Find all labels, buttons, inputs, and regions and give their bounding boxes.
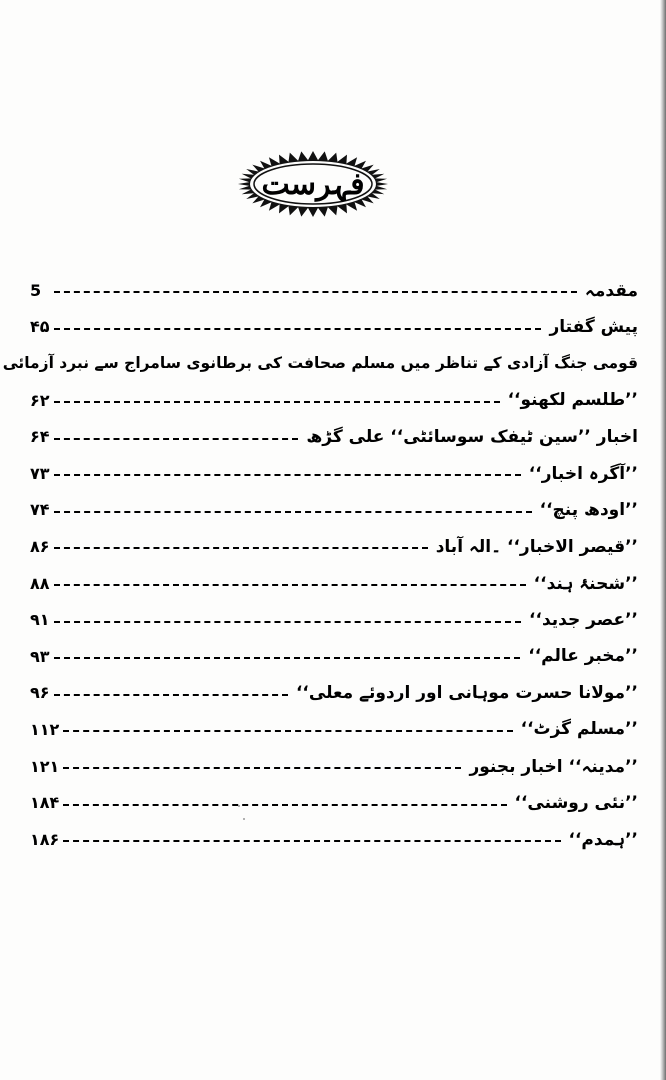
toc-entry (2, 345, 638, 382)
page-title: فہرست (261, 166, 365, 202)
toc-dot-leader (54, 694, 288, 696)
toc-entry-page-number: ۴۵ (30, 317, 50, 337)
toc-entry-page-number: ۷۳ (30, 463, 50, 483)
toc-dot-leader (54, 547, 428, 549)
toc-entry-title: اخبار ’’سین ٹیفک سوسائٹی‘‘ علی گڑھ (306, 426, 638, 447)
toc-entry-page-number: ۹۶ (30, 683, 50, 703)
toc-entry-page-number: 5 (30, 280, 42, 300)
toc-entry-page-number: ۱۸۴ (30, 793, 60, 813)
toc-dot-leader (54, 511, 532, 513)
toc-entry-title: پیش گفتار (549, 316, 638, 337)
toc-entry-title: ’’مدینہ‘‘ اخبار بجنور (469, 756, 638, 777)
toc-entry (30, 272, 638, 309)
toc-entry (30, 492, 638, 529)
toc-dot-leader (54, 438, 298, 440)
page-edge-shadow (660, 0, 666, 1080)
toc-entry-title: ’’شحنۂ ہند‘‘ (533, 573, 638, 594)
toc-entry-page-number: ۱۲۱ (30, 756, 60, 776)
toc-entry-title: ’’مسلم گزٹ‘‘ (520, 719, 638, 740)
toc-entry (30, 565, 638, 602)
toc-dot-leader (54, 584, 526, 586)
toc-entry-page-number: ۱۸۶ (30, 829, 60, 849)
toc-entry (30, 711, 638, 748)
toc-dot-leader (63, 804, 506, 806)
toc-entry (30, 382, 638, 419)
toc-dot-leader (63, 730, 512, 732)
paper-speck (243, 818, 245, 820)
toc-entry-title: قومی جنگ آزادی کے تناظر میں مسلم صحافت کی برطانوی سامراج سے نبرد آزمائی (2, 354, 638, 373)
toc-entry-page-number: ۶۴ (30, 427, 50, 447)
toc-entry (30, 638, 638, 675)
toc-entry (30, 528, 638, 565)
toc-entry (30, 601, 638, 638)
toc-entry (30, 675, 638, 712)
toc-dot-leader (63, 840, 560, 842)
toc-dot-leader (63, 767, 461, 769)
toc-entry (30, 455, 638, 492)
toc-dot-leader (54, 621, 521, 623)
toc-dot-leader (54, 474, 521, 476)
toc-entry-title: ’’عصر جدید‘‘ (529, 609, 638, 630)
toc-entry (30, 418, 638, 455)
toc-dot-leader (54, 401, 500, 403)
toc-entry-page-number: ۸۶ (30, 536, 50, 556)
toc-entry-title: ’’آگرہ اخبار‘‘ (528, 463, 638, 484)
toc-dot-leader (54, 328, 541, 330)
toc-entry-title: ’’قیصر الاخبار‘‘ ۔الہ آباد (435, 536, 638, 557)
toc-entry (30, 784, 638, 821)
heading-ornament (228, 150, 398, 218)
toc-entry-title: ’’نئی روشنی‘‘ (514, 792, 638, 813)
toc-entry (30, 748, 638, 785)
toc-entry-page-number: ۶۲ (30, 390, 50, 410)
toc-entry-title: ’’ہمدم‘‘ (568, 829, 638, 850)
toc-entry-title: ’’مولانا حسرت موہانی اور اردوئے معلی‘‘ (295, 683, 638, 704)
toc-entry-page-number: ۱۱۲ (30, 719, 60, 739)
toc-entry-page-number: ۷۴ (30, 500, 50, 520)
toc-dot-leader (54, 291, 577, 293)
toc-dot-leader (54, 657, 520, 659)
toc-entry-title: ’’طلسم لکھنو‘‘ (507, 390, 638, 411)
toc-entry-title: ’’اودھ پنچ‘‘ (539, 499, 638, 520)
paper-speck (238, 805, 240, 807)
table-of-contents (2, 272, 638, 858)
toc-entry (30, 309, 638, 346)
toc-entry-title: مقدمہ (584, 280, 638, 301)
toc-entry-title: ’’مخبر عالم‘‘ (528, 646, 638, 667)
toc-entry-page-number: ۹۳ (30, 646, 50, 666)
toc-entry-page-number: ۹۱ (30, 610, 50, 630)
toc-entry-page-number: ۸۸ (30, 573, 50, 593)
toc-entry (30, 821, 638, 858)
